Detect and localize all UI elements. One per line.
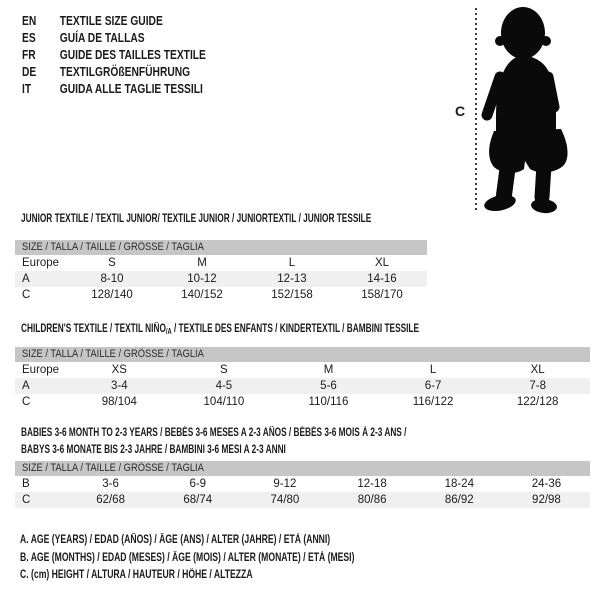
- row-label: B: [22, 478, 30, 490]
- age-cell: 10-12: [187, 273, 217, 285]
- age-cell: 14-16: [367, 273, 397, 285]
- language-row-es: [22, 30, 206, 47]
- language-code: DE: [22, 65, 37, 79]
- age-cell: 9-12: [273, 478, 297, 490]
- height-measure-label: C: [455, 103, 466, 119]
- age-cell: 24-36: [531, 478, 562, 490]
- size-cell: XL: [530, 364, 545, 376]
- table-row-height: [15, 492, 590, 508]
- size-header-bar: [15, 240, 427, 255]
- row-label: C: [22, 289, 31, 301]
- table-row-age-months: [15, 476, 590, 492]
- age-cell: 8-10: [100, 273, 124, 285]
- table-row-height: [15, 394, 590, 410]
- age-cell: 12-18: [357, 478, 387, 490]
- height-cell: 104/110: [203, 396, 245, 408]
- size-header-label: SIZE / TALLA / TAILLE / GRÖSSE / TAGLIA: [22, 241, 204, 253]
- footnote-age-months: B. AGE (MONTHS) / EDAD (MESES) / ÂGE (MOIS) / ALTER (MONATE) / ETÀ (MESI): [20, 551, 355, 564]
- table-row-height: [15, 287, 427, 303]
- row-label: Europe: [22, 364, 60, 376]
- height-cell: 110/116: [308, 396, 349, 408]
- babies-heading-line1: BABIES 3-6 MONTH TO 2-3 YEARS / BEBÉS 3-6 MESES A 2-3 AÑOS / BÉBÉS 3-6 MOIS À 2-3 ANS /: [21, 427, 407, 439]
- footnote-legend: [20, 532, 466, 585]
- size-cell: XS: [111, 364, 127, 376]
- age-cell: 7-8: [529, 380, 546, 392]
- height-measure-dotted-line: [475, 8, 477, 213]
- babies-heading-line2: BABYS 3-6 MONATE BIS 2-3 JAHRE / BAMBINI 3-6 MESI A 2-3 ANNI: [21, 443, 286, 456]
- height-cell: 140/152: [181, 289, 223, 301]
- height-cell: 128/140: [91, 289, 133, 301]
- size-header-bar: [15, 347, 590, 362]
- table-row-age: [15, 378, 590, 394]
- language-code: IT: [22, 82, 32, 96]
- children-heading-prefix: CHILDREN'S TEXTILE / TEXTIL NIÑO: [21, 323, 166, 335]
- language-title: TEXTILE SIZE GUIDE: [59, 14, 163, 28]
- age-cell: 18-24: [444, 478, 474, 490]
- table-row-europe: [15, 362, 590, 378]
- language-row-it: [22, 81, 206, 98]
- size-header-label: SIZE / TALLA / TAILLE / GRÖSSE / TAGLIA: [22, 348, 204, 360]
- age-cell: 6-7: [424, 380, 442, 392]
- language-title: TEXTILGRÖßENFÜHRUNG: [59, 65, 191, 79]
- footnote-height: C. (cm) HEIGHT / ALTURA / HAUTEUR / HÖHE / ALTEZZA: [20, 569, 253, 581]
- size-cell: M: [197, 257, 207, 269]
- table-babies: [15, 461, 590, 508]
- height-cell: 98/104: [101, 396, 137, 408]
- row-label: Europe: [22, 257, 60, 269]
- language-list: [22, 13, 246, 98]
- size-header-bar: [15, 461, 590, 476]
- baby-silhouette-icon: [478, 3, 578, 215]
- language-row-fr: [22, 47, 206, 64]
- language-title: GUIDA ALLE TAGLIE TESSILI: [59, 82, 203, 96]
- language-title: GUÍA DE TALLAS: [59, 31, 145, 45]
- footnote-age-years: A. AGE (YEARS) / EDAD (AÑOS) / ÂGE (ANS) / ALTER (JAHRE) / ETÀ (ANNI): [20, 534, 331, 546]
- size-cell: S: [220, 364, 228, 376]
- age-cell: 4-5: [215, 380, 233, 392]
- babies-table-heading: [21, 425, 406, 458]
- height-cell: 62/68: [96, 494, 125, 506]
- row-label: A: [22, 380, 30, 392]
- children-heading-suffix: / TEXTILE DES ENFANTS / KINDERTEXTIL / BAMBINI TESSILE: [171, 323, 420, 335]
- table-row-europe: [15, 255, 427, 271]
- size-cell: L: [429, 364, 437, 376]
- height-cell: 92/98: [532, 494, 561, 506]
- height-cell: 122/128: [516, 396, 559, 408]
- language-row-de: [22, 64, 206, 81]
- age-cell: 12-13: [277, 273, 307, 285]
- table-row-age: [15, 271, 427, 287]
- size-cell: M: [323, 364, 334, 376]
- size-header-label: SIZE / TALLA / TAILLE / GRÖSSE / TAGLIA: [22, 462, 204, 474]
- language-code: EN: [22, 14, 37, 28]
- baby-figure: [450, 3, 600, 216]
- age-cell: 5-6: [320, 380, 337, 392]
- children-table-heading: [21, 323, 419, 336]
- row-label: C: [22, 396, 31, 408]
- language-code: ES: [22, 31, 36, 45]
- language-title: GUIDE DES TAILLES TEXTILE: [59, 48, 206, 62]
- size-cell: XL: [374, 257, 390, 269]
- height-cell: 86/92: [444, 494, 474, 506]
- age-cell: 6-9: [189, 478, 207, 490]
- height-cell: 80/86: [357, 494, 387, 506]
- table-junior: [15, 240, 427, 303]
- age-cell: 3-6: [102, 478, 119, 490]
- height-cell: 116/122: [412, 396, 454, 408]
- table-children: [15, 347, 590, 410]
- height-cell: 158/170: [361, 289, 403, 301]
- junior-table-heading: JUNIOR TEXTILE / TEXTIL JUNIOR/ TEXTILE JUNIOR / JUNIORTEXTIL / JUNIOR TESSILE: [21, 213, 372, 225]
- height-cell: 152/158: [271, 289, 313, 301]
- language-row-en: [22, 13, 206, 30]
- size-cell: S: [108, 257, 116, 269]
- children-heading-subscript: /A: [165, 327, 172, 336]
- height-cell: 68/74: [183, 494, 213, 506]
- language-code: FR: [22, 48, 36, 62]
- height-cell: 74/80: [270, 494, 300, 506]
- row-label: A: [22, 273, 30, 285]
- size-cell: L: [288, 257, 296, 269]
- row-label: C: [22, 494, 31, 506]
- age-cell: 3-4: [110, 380, 128, 392]
